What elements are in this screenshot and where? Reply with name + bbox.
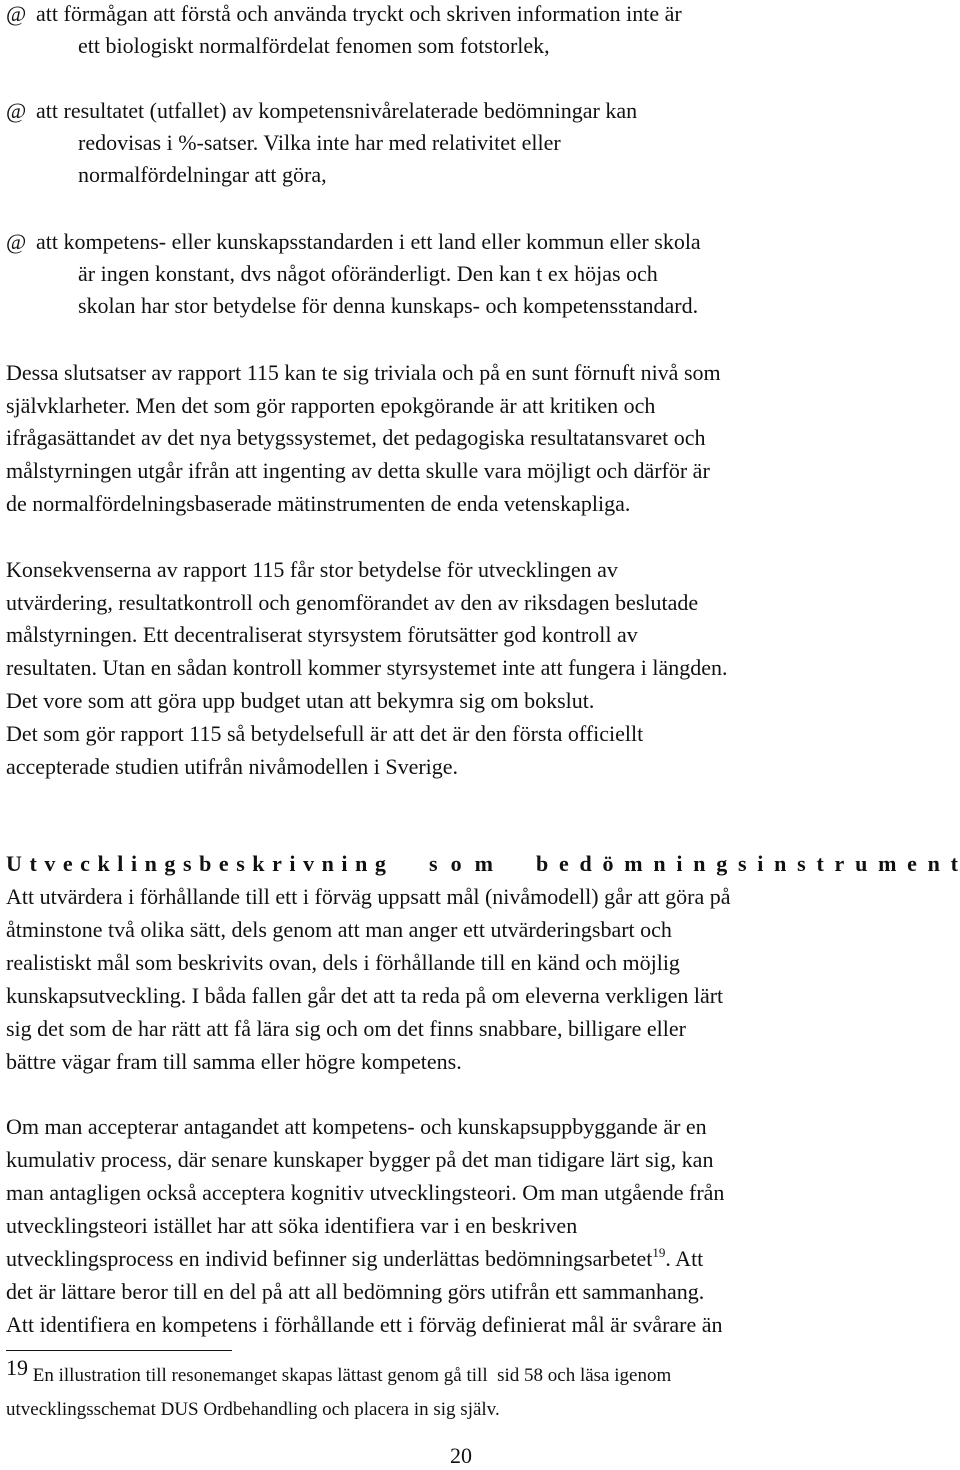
heading-letter: r <box>272 851 282 876</box>
bullet-line: ett biologiskt normalfördelat fenomen som fotstorlek, <box>78 33 550 58</box>
heading-letter: r <box>834 851 845 876</box>
heading-letter: n <box>653 851 666 876</box>
heading-letter: s <box>236 851 245 876</box>
paragraph-line: målstyrningen. Ett decentraliserat styrsystem förutsätter god kontroll av <box>6 622 638 647</box>
bullet-marker: @ <box>6 98 27 123</box>
paragraph-line: Det som gör rapport 115 så betydelsefull är att det är den första officiellt <box>6 721 644 746</box>
heading-letter: ö <box>602 851 614 876</box>
heading-letter: b <box>536 851 549 876</box>
paragraph-line: målstyrningen utgår ifrån att ingenting av detta skulle vara möjligt och därför är <box>6 458 710 483</box>
heading-letter: U <box>6 851 22 876</box>
heading-letter: b <box>199 851 212 876</box>
bullet-marker: @ <box>6 1 27 26</box>
heading-letter: c <box>80 851 90 876</box>
heading-letter: e <box>62 851 73 876</box>
bullet-line: är ingen konstant, dvs något oföränderligt. Den kan t ex höjas och <box>78 261 658 286</box>
heading-letter: g <box>164 851 176 876</box>
paragraph-line: utvärdering, resultatkontroll och genomförandet av den av riksdagen beslutade <box>6 590 699 615</box>
heading-letter: u <box>855 851 868 876</box>
footnote-line <box>6 1355 672 1390</box>
heading-letter: v <box>44 851 56 876</box>
line-text: . Att <box>665 1246 704 1271</box>
heading-letter: m <box>624 851 643 876</box>
bullet-line: att kompetens- eller kunskapsstandarden i ett land eller kommun eller skola <box>36 229 701 254</box>
heading-letter: s <box>797 851 806 876</box>
paragraph-line: ifrågasättandet av det nya betygssystemet, det pedagogiska resultatansvaret och <box>6 425 706 450</box>
page-number: 20 <box>450 1443 472 1468</box>
footnote-reference[interactable]: 19 <box>652 1245 666 1260</box>
paragraph-line: sig det som de har rätt att få lära sig och om det finns snabbare, billigare eller <box>6 1016 686 1041</box>
paragraph-line: utvecklingsteori istället har att söka identifiera var i en beskriven <box>6 1213 578 1238</box>
heading-letter: s <box>737 851 747 876</box>
heading-letter: m <box>474 851 493 876</box>
heading-word <box>429 848 493 880</box>
heading-letter: i <box>130 851 138 876</box>
heading-letter: s <box>182 851 192 876</box>
heading-letter: n <box>355 851 368 876</box>
heading-letter: t <box>816 851 824 876</box>
line-text: utvecklingsprocess en individ befinner sig underlättas bedömningsarbetet <box>6 1246 653 1271</box>
heading-letter: i <box>757 851 764 876</box>
heading-letter: i <box>289 851 296 876</box>
heading-letter: t <box>950 851 958 876</box>
footnote-separator <box>6 1350 232 1351</box>
paragraph-line: det är lättare beror till en del på att all bedömning görs utifrån ett sammanhang. <box>6 1279 705 1304</box>
heading-letter: n <box>693 851 706 876</box>
heading-letter: v <box>303 851 315 876</box>
heading-letter: n <box>927 851 940 876</box>
bullet-line: redovisas i %-satser. Vilka inte har med relativitet eller <box>78 130 561 155</box>
paragraph-line: Det vore som att göra upp budget utan att bekymra sig om bokslut. <box>6 688 595 713</box>
heading-letter: e <box>907 851 917 876</box>
footnote-text: En illustration till resonemanget skapas lättast genom gå till sid 58 och läsa igenom <box>28 1365 672 1386</box>
paragraph-line-with-footnote-ref <box>6 1243 703 1275</box>
paragraph-line: de normalfördelningsbaserade mätinstrumenten de enda vetenskapliga. <box>6 491 631 516</box>
heading-letter: i <box>676 851 683 876</box>
heading-letter: n <box>774 851 787 876</box>
footnote-number: 19 <box>6 1355 28 1380</box>
paragraph-line: Dessa slutsatser av rapport 115 kan te sig triviala och på en sunt förnuft nivå som <box>6 360 721 385</box>
bullet-line: skolan har stor betydelse för denna kunskaps- och kompetensstandard. <box>78 293 699 318</box>
paragraph-line: accepterade studien utifrån nivåmodellen i Sverige. <box>6 754 459 779</box>
heading-word <box>536 848 958 880</box>
heading-letter: g <box>374 851 386 876</box>
heading-letter: d <box>579 851 592 876</box>
heading-letter: e <box>559 851 569 876</box>
paragraph-line: kumulativ process, där senare kunskaper bygger på det man tidigare lärt sig, kan <box>6 1147 714 1172</box>
paragraph-line: kunskapsutveckling. I båda fallen går det att ta reda på om eleverna verkligen lärt <box>6 983 724 1008</box>
paragraph-line: resultaten. Utan en sådan kontroll kommer styrsystemet inte att fungera i längden. <box>6 655 728 680</box>
paragraph-line: Att identifiera en kompetens i förhållande ett i förväg definierat mål är svårare än <box>6 1312 723 1337</box>
heading-letter: k <box>97 851 110 876</box>
footnote-line: utvecklingsschemat DUS Ordbehandling och placera in sig själv. <box>6 1399 500 1420</box>
heading-word <box>6 848 386 880</box>
bullet-line: att resultatet (utfallet) av kompetensnivårelaterade bedömningar kan <box>36 98 638 123</box>
paragraph-line: självklarheter. Men det som gör rapporten epokgörande är att kritiken och <box>6 393 656 418</box>
paragraph-line: åtminstone två olika sätt, dels genom att man anger ett utvärderingsbart och <box>6 917 672 942</box>
bullet-line: normalfördelningar att göra, <box>78 162 327 187</box>
heading-letter: e <box>218 851 229 876</box>
heading-letter: g <box>716 851 728 876</box>
bullet-marker: @ <box>6 229 27 254</box>
paragraph-line: man antagligen också acceptera kognitiv utvecklingsteori. Om man utgående från <box>6 1180 725 1205</box>
heading-letter: i <box>341 851 348 876</box>
heading-letter: n <box>144 851 157 876</box>
heading-letter: o <box>450 851 462 876</box>
paragraph-line: realistiskt mål som beskrivits ovan, dels i förhållande till en känd och möjlig <box>6 950 680 975</box>
heading-letter: l <box>117 851 124 876</box>
heading-letter: t <box>29 851 37 876</box>
section-heading <box>6 848 958 880</box>
paragraph-line: Konsekvenserna av rapport 115 får stor betydelse för utvecklingen av <box>6 557 618 582</box>
bullet-line: att förmågan att förstå och använda tryckt och skriven information inte är <box>36 1 682 26</box>
paragraph-line: Om man accepterar antagandet att kompetens- och kunskapsuppbyggande är en <box>6 1114 707 1139</box>
paragraph-line: Att utvärdera i förhållande till ett i förväg uppsatt mål (nivåmodell) går att göra på <box>6 884 731 909</box>
paragraph-line: bättre vägar fram till samma eller högre kompetens. <box>6 1049 462 1074</box>
heading-letter: n <box>321 851 334 876</box>
heading-letter: k <box>252 851 265 876</box>
heading-letter: m <box>878 851 897 876</box>
heading-letter: s <box>429 851 438 876</box>
